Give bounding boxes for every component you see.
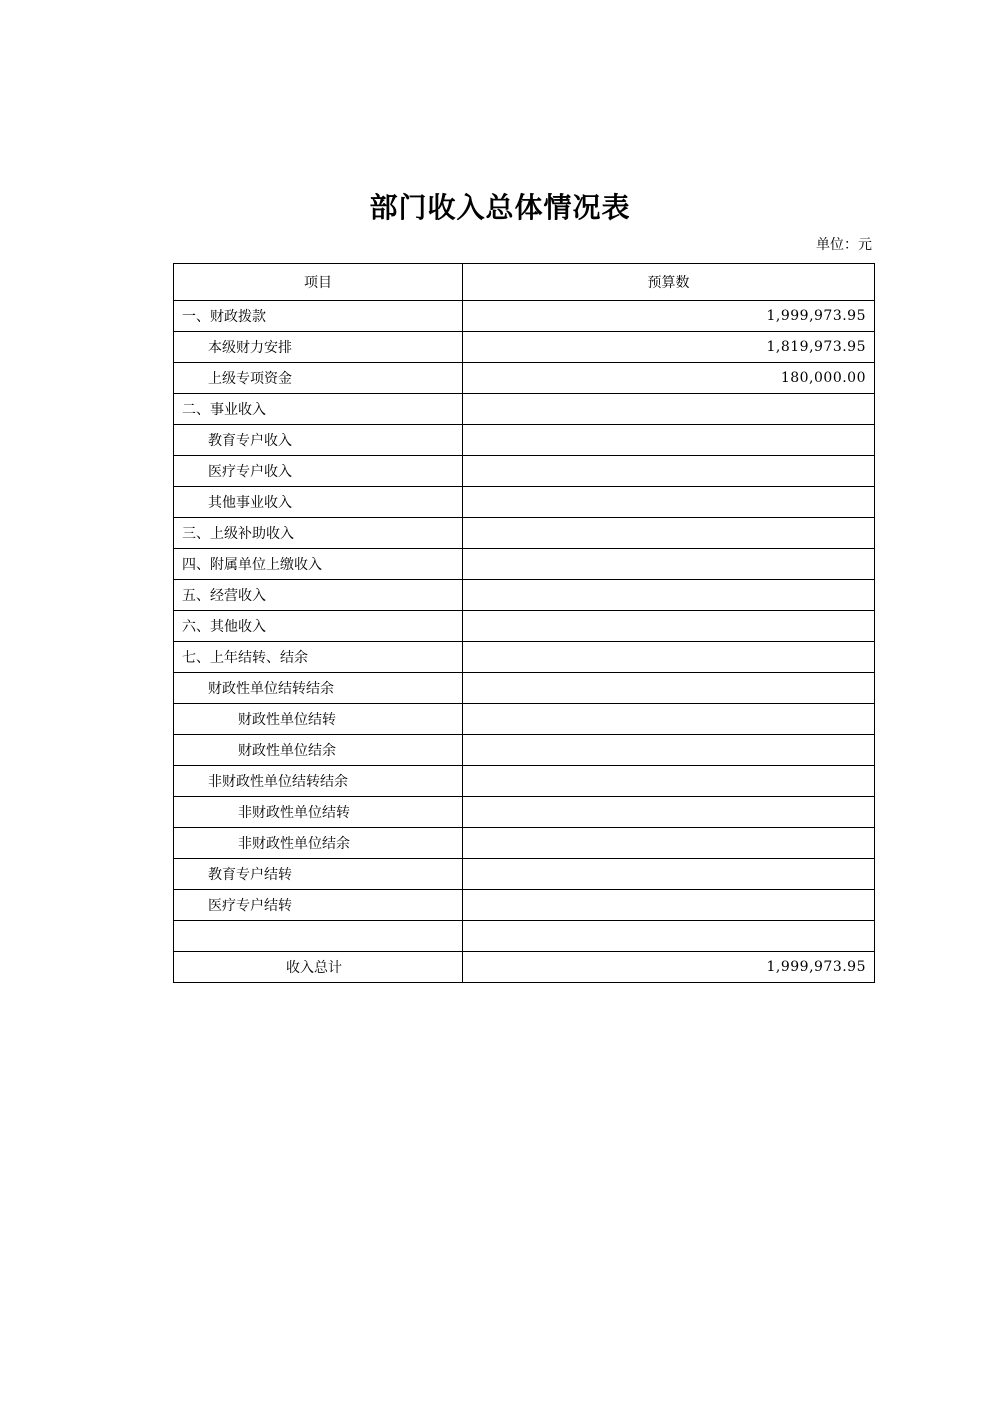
table-row [174,549,875,580]
row-item: 医疗专户结转 [174,890,463,921]
row-amount [463,921,875,952]
table-row [174,611,875,642]
row-item: 一、财政拨款 [174,301,463,332]
row-item: 六、其他收入 [174,611,463,642]
row-amount [463,890,875,921]
row-item: 本级财力安排 [174,332,463,363]
row-item: 七、上年结转、结余 [174,642,463,673]
total-label: 收入总计 [174,952,463,983]
unit-label: 单位：元 [816,237,872,253]
row-item: 教育专户收入 [174,425,463,456]
row-amount [463,394,875,425]
page-title: 部门收入总体情况表 [369,191,631,224]
budget-table [173,263,875,983]
row-amount [463,487,875,518]
row-item [174,921,463,952]
table-row [174,580,875,611]
table-row [174,673,875,704]
row-amount [463,425,875,456]
row-item: 上级专项资金 [174,363,463,394]
table-row [174,363,875,394]
table-header-row [174,264,875,301]
row-amount [463,766,875,797]
table-row [174,518,875,549]
row-amount [463,859,875,890]
row-amount [463,642,875,673]
table-row [174,301,875,332]
total-amount: 1,999,973.95 [463,952,875,983]
row-amount: 1,819,973.95 [463,332,875,363]
table-row [174,890,875,921]
header-budget: 预算数 [463,264,875,301]
table-row [174,859,875,890]
row-amount [463,549,875,580]
row-amount [463,580,875,611]
table-row [174,425,875,456]
row-item: 财政性单位结转 [174,704,463,735]
row-amount [463,704,875,735]
row-amount [463,797,875,828]
table-row [174,456,875,487]
row-amount: 180,000.00 [463,363,875,394]
row-item: 非财政性单位结余 [174,828,463,859]
table-row [174,642,875,673]
row-item: 财政性单位结转结余 [174,673,463,704]
total-row [174,952,875,983]
row-item: 四、附属单位上缴收入 [174,549,463,580]
table-row [174,735,875,766]
table-row [174,704,875,735]
row-item: 其他事业收入 [174,487,463,518]
row-amount [463,611,875,642]
row-item: 医疗专户收入 [174,456,463,487]
row-item: 财政性单位结余 [174,735,463,766]
row-item: 二、事业收入 [174,394,463,425]
row-amount [463,673,875,704]
row-item: 教育专户结转 [174,859,463,890]
row-item: 三、上级补助收入 [174,518,463,549]
header-item: 项目 [174,264,463,301]
table-row [174,921,875,952]
row-amount [463,518,875,549]
table-row [174,394,875,425]
table-row [174,332,875,363]
table-row [174,487,875,518]
row-amount [463,828,875,859]
row-amount: 1,999,973.95 [463,301,875,332]
table-row [174,797,875,828]
row-amount [463,456,875,487]
row-amount [463,735,875,766]
row-item: 五、经营收入 [174,580,463,611]
table-row [174,828,875,859]
row-item: 非财政性单位结转 [174,797,463,828]
table-row [174,766,875,797]
row-item: 非财政性单位结转结余 [174,766,463,797]
